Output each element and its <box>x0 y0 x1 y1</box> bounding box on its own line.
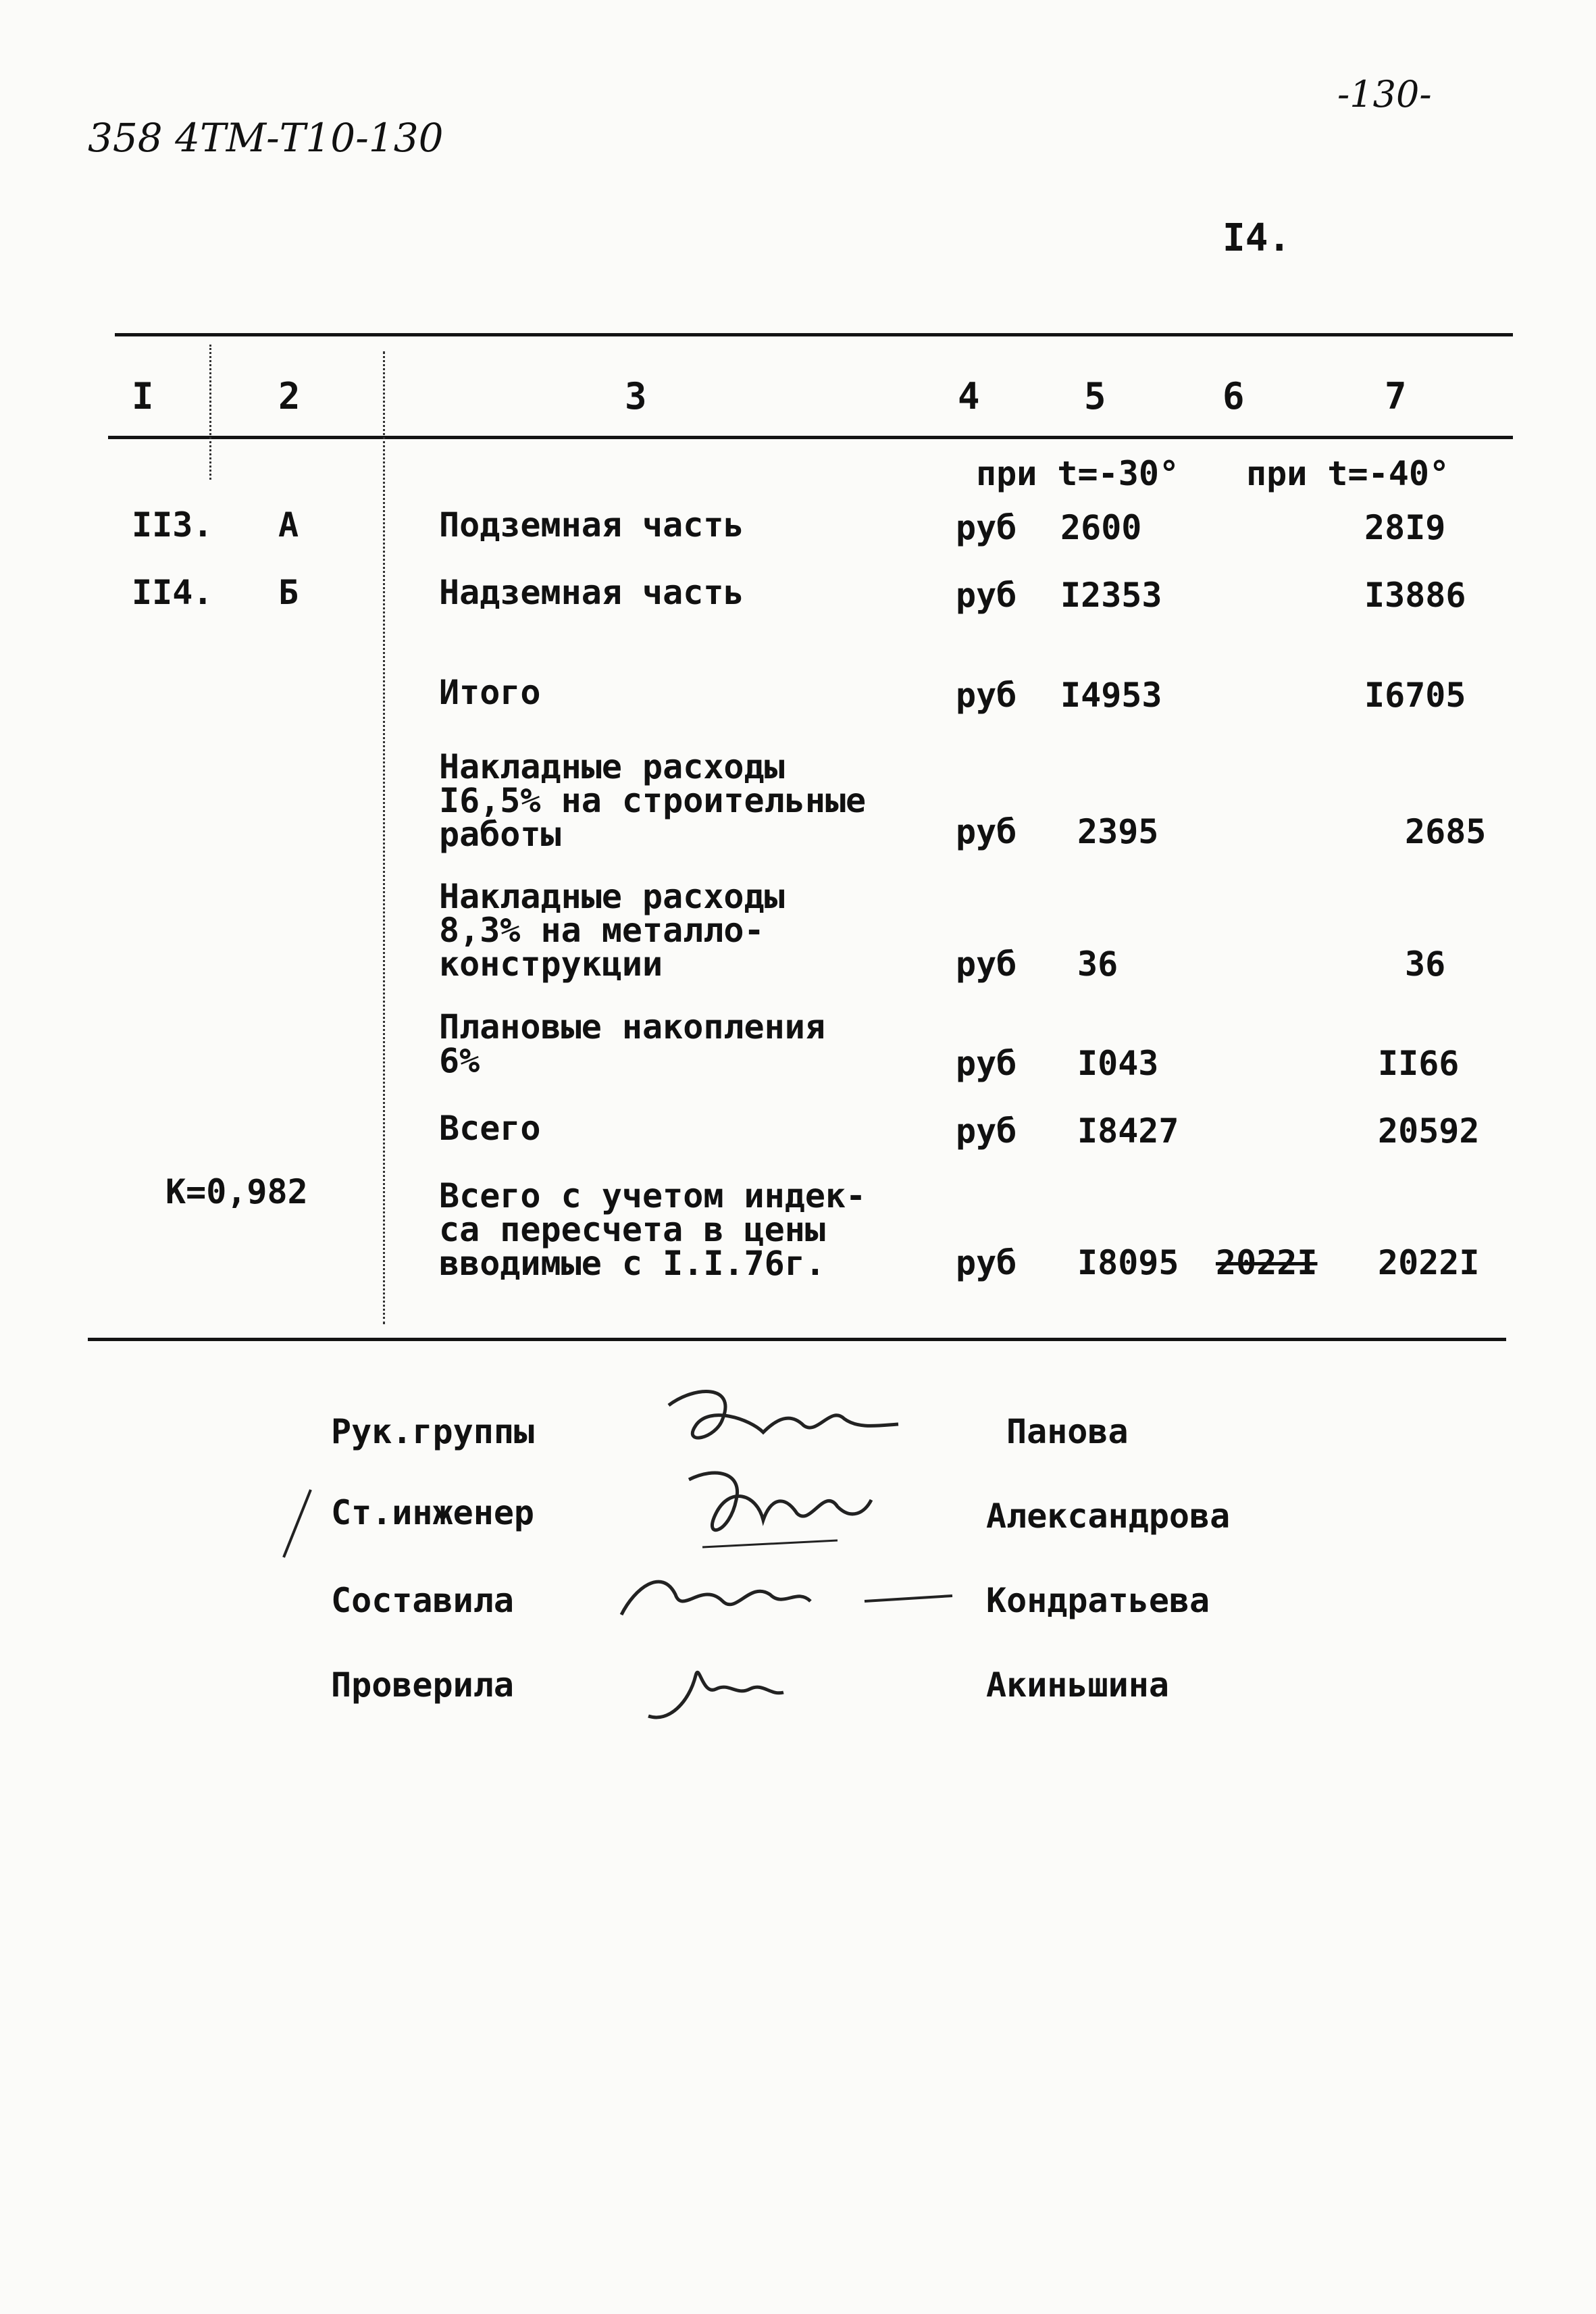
row-text-line: Накладные расходы <box>439 877 785 916</box>
row-value-col5: I8095 <box>1077 1243 1179 1282</box>
page-number: I4. <box>1222 216 1291 260</box>
signature-role: Проверила <box>331 1665 514 1705</box>
row-value-col7: 2685 <box>1405 812 1487 851</box>
row-value-col7: I3886 <box>1364 576 1466 615</box>
handwritten-signature <box>662 1459 878 1561</box>
row-unit: руб <box>956 945 1017 984</box>
row-value-col5: 2395 <box>1077 812 1159 851</box>
row-value-col7: 36 <box>1405 945 1446 984</box>
row-text-line: Накладные расходы <box>439 747 785 786</box>
column-header: 4 <box>958 375 980 418</box>
row-value-col7: 20592 <box>1378 1111 1480 1151</box>
row-text: Итого <box>439 673 541 712</box>
condition-col5: при t=-30° <box>976 454 1180 493</box>
row-value-col5: 2600 <box>1060 508 1142 547</box>
row-unit: руб <box>956 1111 1017 1151</box>
row-unit: руб <box>956 1243 1017 1282</box>
row-value-col5: I2353 <box>1060 576 1162 615</box>
row-text-line: конструкции <box>439 945 663 984</box>
document-code: 358 4ТМ-Т10-130 <box>88 115 444 161</box>
column-separator <box>209 345 211 480</box>
signature-role: Составила <box>331 1581 514 1620</box>
handwritten-signature <box>655 1378 912 1459</box>
row-number: II4. <box>132 573 213 612</box>
row-number: II3. <box>132 505 213 545</box>
table-header-rule <box>108 436 1513 439</box>
row-code: К=0,982 <box>165 1172 308 1211</box>
row-unit: руб <box>956 676 1017 715</box>
condition-col7: при t=-40° <box>1246 454 1450 493</box>
row-value-col7: I6705 <box>1364 676 1466 715</box>
row-value-col5: I8427 <box>1077 1111 1179 1151</box>
row-unit: руб <box>956 508 1017 547</box>
row-text-line: работы <box>439 815 561 854</box>
row-value-col7: 28I9 <box>1364 508 1446 547</box>
column-header: 5 <box>1084 375 1106 418</box>
row-text: Надземная часть <box>439 573 744 612</box>
row-code: Б <box>278 573 299 612</box>
handwritten-signature <box>628 1642 804 1736</box>
table-top-rule <box>115 333 1513 336</box>
signature-name: Панова <box>1006 1412 1129 1451</box>
column-header: 2 <box>278 375 301 418</box>
signature-name: Александрова <box>986 1496 1231 1536</box>
signature-name: Кондратьева <box>986 1581 1210 1620</box>
row-text-line: I6,5% на строительные <box>439 781 867 820</box>
row-value-col5: I4953 <box>1060 676 1162 715</box>
row-text: Всего <box>439 1109 541 1148</box>
row-value-col7: 2022I <box>1378 1243 1480 1282</box>
column-header: I <box>132 375 154 418</box>
signature-role: Рук.группы <box>331 1412 535 1451</box>
row-text: Подземная часть <box>439 505 744 545</box>
row-value-col7: II66 <box>1378 1044 1460 1083</box>
margin-mark <box>277 1486 317 1561</box>
row-text-line: 8,3% на металло- <box>439 911 765 950</box>
column-header: 7 <box>1385 375 1407 418</box>
row-text-line: са пересчета в цены <box>439 1210 825 1249</box>
row-text-line: Всего с учетом индек- <box>439 1176 867 1215</box>
page-stamp: -130- <box>1337 73 1432 116</box>
column-header: 3 <box>625 375 647 418</box>
handwritten-signature <box>608 1554 986 1642</box>
row-text-line: вводимые с I.I.76г. <box>439 1244 825 1283</box>
signature-name: Акиньшина <box>986 1665 1169 1705</box>
column-separator <box>383 351 385 1324</box>
row-code: А <box>278 505 299 545</box>
row-value-col5: I043 <box>1077 1044 1159 1083</box>
row-value-col5: 36 <box>1077 945 1118 984</box>
row-text-line: 6% <box>439 1041 480 1080</box>
table-bottom-rule <box>88 1338 1506 1341</box>
row-unit: руб <box>956 812 1017 851</box>
row-unit: руб <box>956 1044 1017 1083</box>
signature-role: Ст.инженер <box>331 1493 535 1532</box>
row-value-col6: 2022I <box>1216 1243 1318 1282</box>
row-unit: руб <box>956 576 1017 615</box>
column-header: 6 <box>1222 375 1245 418</box>
row-text-line: Плановые накопления <box>439 1007 825 1047</box>
